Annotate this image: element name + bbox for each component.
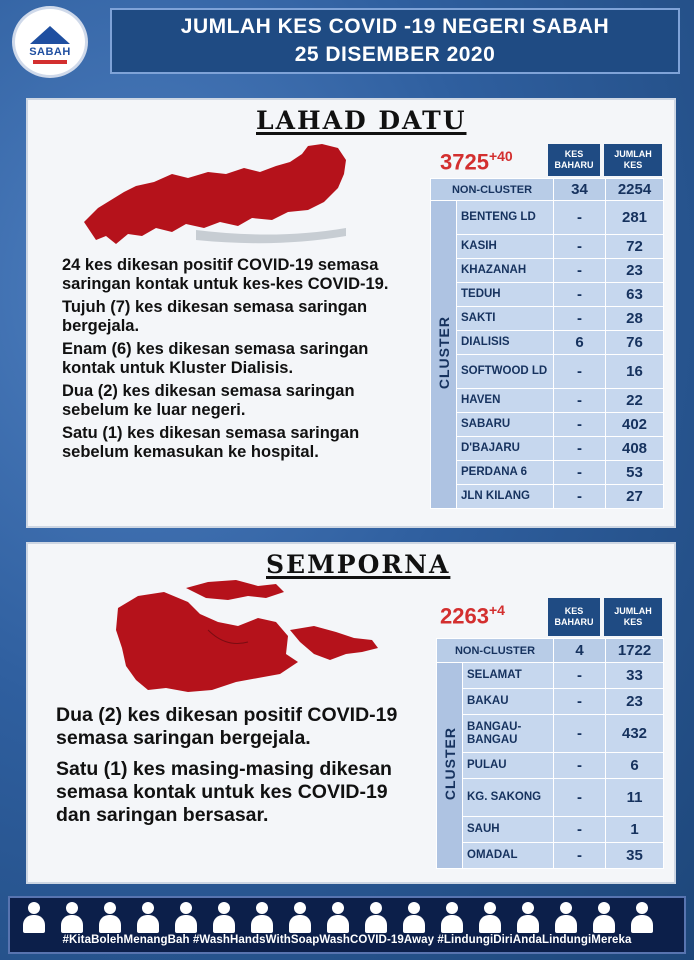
cluster-table [436, 638, 664, 869]
person-icon [438, 902, 466, 934]
page-date: 25 DISEMBER 2020 [294, 43, 496, 66]
cell-name: BANGAU-BANGAU [463, 715, 554, 753]
person-icon [96, 902, 124, 934]
cell-total: 408 [606, 437, 664, 461]
semporna-panel [26, 542, 676, 884]
person-icon [552, 902, 580, 934]
case-description [62, 256, 422, 466]
table-row [431, 485, 664, 509]
new-count: +4 [488, 602, 505, 618]
cell-new: - [554, 235, 606, 259]
table-row [431, 461, 664, 485]
cell-new: - [554, 485, 606, 509]
person-icon [248, 902, 276, 934]
cell-name: TEDUH [457, 283, 554, 307]
cell-total: 33 [606, 663, 664, 689]
person-icon [134, 902, 162, 934]
cell-new: - [554, 753, 606, 779]
cell-new: - [554, 437, 606, 461]
total-cases [440, 148, 513, 175]
new-count: +40 [488, 148, 513, 164]
col-header-total: JUMLAH KES [604, 144, 662, 176]
person-icon [210, 902, 238, 934]
cell-total: 76 [606, 331, 664, 355]
cell-total: 432 [606, 715, 664, 753]
person-icon [476, 902, 504, 934]
hashtag-text: #KitaBolehMenangBah #WashHandsWithSoapWashCOVID-19Away #LindungiDiriAndaLindungiMereka [62, 934, 632, 946]
table-row [431, 389, 664, 413]
cell-total: 402 [606, 413, 664, 437]
semporna-map [108, 578, 388, 703]
cell-name: KG. SAKONG [463, 779, 554, 817]
table-row [431, 307, 664, 331]
cell-name: SABARU [457, 413, 554, 437]
total-count: 2263 [440, 603, 489, 629]
cell-new: - [554, 689, 606, 715]
page-title: JUMLAH KES COVID -19 NEGERI SABAH [180, 15, 610, 38]
cell-name: DIALISIS [457, 331, 554, 355]
cell-new: - [554, 307, 606, 331]
description-paragraph: Enam (6) kes dikesan semasa saringan kontak untuk Kluster Dialisis. [62, 340, 369, 377]
non-cluster-label: NON-CLUSTER [437, 639, 554, 663]
page-header [110, 8, 680, 74]
description-paragraph: 24 kes dikesan positif COVID-19 semasa saringan kontak untuk kes-kes COVID-19. [62, 256, 389, 293]
lahad-datu-map [76, 144, 366, 254]
sabah-logo [12, 6, 88, 78]
table-row [437, 817, 664, 843]
description-paragraph: Satu (1) kes masing-masing dikesan semasa kontak untuk kes COVID-19 dan saringan bersasar. [56, 758, 392, 826]
person-icon [362, 902, 390, 934]
table-row [431, 235, 664, 259]
logo-text: SABAH [29, 46, 71, 58]
mountain-icon [30, 26, 70, 44]
cell-total: 1 [606, 817, 664, 843]
description-paragraph: Dua (2) kes dikesan semasa saringan sebelum ke luar negeri. [62, 382, 355, 419]
col-header-new: KES BAHARU [548, 598, 600, 636]
person-icon [400, 902, 428, 934]
cell-name: SAUH [463, 817, 554, 843]
table-row [431, 201, 664, 235]
table-row [437, 663, 664, 689]
table-row [431, 179, 664, 201]
cell-total: 27 [606, 485, 664, 509]
cell-new: 6 [554, 331, 606, 355]
cell-total: 28 [606, 307, 664, 331]
cell-new: - [554, 817, 606, 843]
cluster-table [430, 178, 664, 509]
cluster-label: CLUSTER [437, 663, 463, 869]
cell-new: - [554, 389, 606, 413]
footer-banner [8, 896, 686, 954]
district-title: SEMPORNA [266, 550, 451, 579]
case-description [56, 704, 426, 835]
frontliner-figures [20, 902, 656, 934]
person-icon [514, 902, 542, 934]
description-paragraph: Dua (2) kes dikesan positif COVID-19 semasa saringan bergejala. [56, 704, 398, 749]
person-icon [628, 902, 656, 934]
person-icon [20, 902, 48, 934]
cell-total: 63 [606, 283, 664, 307]
cell-new: 4 [554, 639, 606, 663]
cell-total: 281 [606, 201, 664, 235]
col-header-total: JUMLAH KES [604, 598, 662, 636]
cell-total: 6 [606, 753, 664, 779]
cell-new: - [554, 259, 606, 283]
table-row [431, 413, 664, 437]
table-row [431, 331, 664, 355]
cell-name: OMADAL [463, 843, 554, 869]
cell-name: SELAMAT [463, 663, 554, 689]
table-row [437, 843, 664, 869]
cell-new: - [554, 461, 606, 485]
total-count: 3725 [440, 149, 489, 175]
person-icon [172, 902, 200, 934]
cell-total: 11 [606, 779, 664, 817]
cell-new: - [554, 355, 606, 389]
cell-new: 34 [554, 179, 606, 201]
cell-total: 72 [606, 235, 664, 259]
cell-name: KASIH [457, 235, 554, 259]
table-row [437, 715, 664, 753]
lahad-datu-panel [26, 98, 676, 528]
cell-new: - [554, 283, 606, 307]
cell-total: 16 [606, 355, 664, 389]
cell-name: JLN KILANG [457, 485, 554, 509]
cell-name: BENTENG LD [457, 201, 554, 235]
person-icon [324, 902, 352, 934]
table-row [437, 753, 664, 779]
cell-name: SAKTI [457, 307, 554, 331]
table-row [437, 639, 664, 663]
district-title: LAHAD DATU [256, 106, 467, 135]
col-header-new: KES BAHARU [548, 144, 600, 176]
cell-new: - [554, 201, 606, 235]
cell-total: 35 [606, 843, 664, 869]
cell-name: KHAZANAH [457, 259, 554, 283]
cell-total: 23 [606, 689, 664, 715]
person-icon [286, 902, 314, 934]
cell-total: 1722 [606, 639, 664, 663]
cell-name: D'BAJARU [457, 437, 554, 461]
non-cluster-label: NON-CLUSTER [431, 179, 554, 201]
cluster-label: CLUSTER [431, 201, 457, 509]
table-row [431, 283, 664, 307]
cell-name: SOFTWOOD LD [457, 355, 554, 389]
table-row [437, 779, 664, 817]
table-row [431, 259, 664, 283]
cell-total: 2254 [606, 179, 664, 201]
logo-stripe [33, 60, 67, 64]
total-cases [440, 602, 505, 629]
description-paragraph: Satu (1) kes dikesan semasa saringan sebelum kemasukan ke hospital. [62, 424, 360, 461]
cell-new: - [554, 715, 606, 753]
cell-total: 53 [606, 461, 664, 485]
table-row [431, 355, 664, 389]
cell-name: PULAU [463, 753, 554, 779]
person-icon [590, 902, 618, 934]
cell-name: HAVEN [457, 389, 554, 413]
description-paragraph: Tujuh (7) kes dikesan semasa saringan bergejala. [62, 298, 368, 335]
person-icon [58, 902, 86, 934]
cell-total: 23 [606, 259, 664, 283]
table-row [431, 437, 664, 461]
table-row [437, 689, 664, 715]
cell-new: - [554, 663, 606, 689]
cell-name: BAKAU [463, 689, 554, 715]
cell-new: - [554, 779, 606, 817]
cell-name: PERDANA 6 [457, 461, 554, 485]
cell-new: - [554, 843, 606, 869]
cell-new: - [554, 413, 606, 437]
cell-total: 22 [606, 389, 664, 413]
